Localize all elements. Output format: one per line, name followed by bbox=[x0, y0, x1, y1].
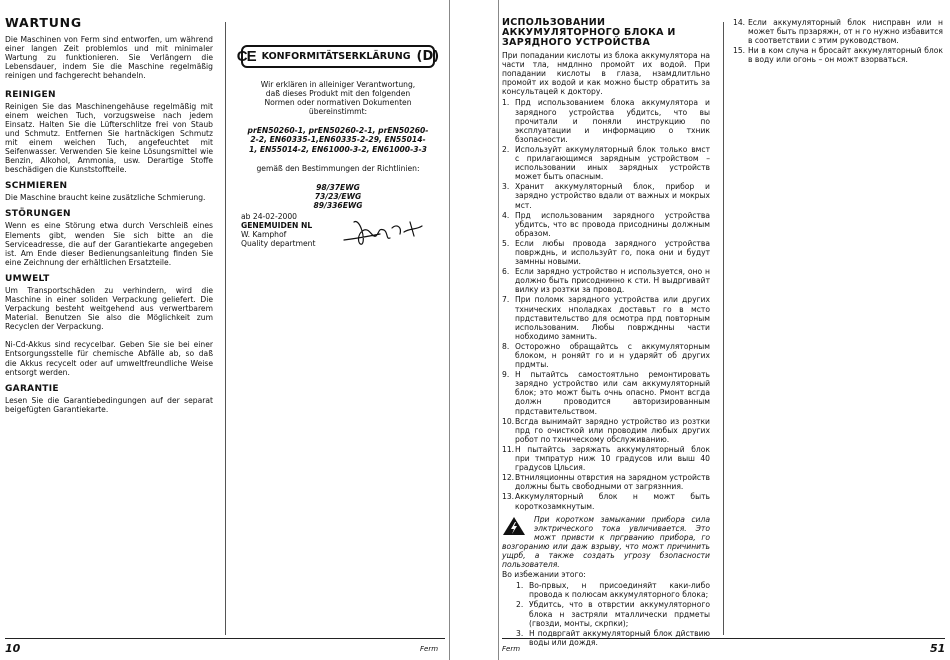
safety-title: ИСПОЛЬЗОВАНИИ АККУМУЛЯТОРНОГО БЛОКА И ЗАРЯДНОГО УСТРОЙСТВА bbox=[502, 17, 676, 48]
signature-image bbox=[340, 210, 435, 252]
footer-rule bbox=[5, 638, 445, 639]
section-text: Wenn es eine Störung etwa durch Verschleiß eines Elements gibt, wenden Sie sich bitte an die Serviceadresse, die auf der Garantiekarte angegeben ist. Am Ende dieser Bedienungsanleitung finden Sie eine Zeichnung der erhältlichen Ersatzteile. bbox=[5, 221, 213, 267]
declaration-box bbox=[236, 45, 440, 68]
signatory-block bbox=[241, 212, 341, 248]
page-number-left: 10 bbox=[5, 642, 21, 655]
signatory-department: Quality department bbox=[241, 239, 316, 249]
right-column-battery-safety bbox=[502, 18, 710, 648]
section-heading: UMWELT bbox=[5, 273, 50, 284]
list-item: 10. Всгда вынимайт зарядно устройство из розтки прд го очисткой или проводим любых других робот по тхническому обслуживанию. bbox=[502, 416, 710, 444]
warning-text: При коротком замыкании прибора сила элктрического тока увличивается. Это можт привсти к пргрванию прибора, го возгоранию или даж взрыву, что можт причинить ущрб, а также создать угрозу бзопасности пользователя. bbox=[502, 514, 710, 570]
safety-list bbox=[502, 98, 710, 510]
list-item: 4. Прд использованим зарядного устройства убдитсь, что вс провода присоднины должным образом. bbox=[502, 210, 710, 238]
ce-mark: CE bbox=[236, 48, 256, 65]
section-heading: SCHMIEREN bbox=[5, 181, 68, 192]
list-item: 3. Н подвргайт аккумуляторный блок дйствию воды или дождя. bbox=[516, 628, 710, 647]
directive-list bbox=[241, 183, 435, 210]
short-circuit-warning bbox=[502, 515, 710, 570]
section-heading: GARANTIE bbox=[5, 383, 59, 394]
section-text: Lesen Sie die Garantiebedingungen auf der separat beigefügten Garantiekarte. bbox=[5, 395, 213, 414]
page-gutter bbox=[498, 0, 499, 660]
page-number-right: 51 bbox=[930, 642, 946, 655]
list-item: 13. Аккумуляторный блок н можт быть короткозамкнутым. bbox=[502, 492, 710, 511]
left-column-maintenance bbox=[5, 15, 213, 414]
section-text: Die Maschine braucht keine zusätzliche Schmierung. bbox=[5, 193, 206, 203]
footer-brand-right: Ferm bbox=[502, 645, 521, 653]
declaration-statement: Wir erklären in alleiniger Verantwortung, daß dieses Produkt mit den folgenden Normen oder normativen Dokumenten übereinstimmt: bbox=[260, 80, 416, 117]
list-item: 14. Если аккумуляторный блок нисправн или н может быть прзаряжн, от н го нужно избавится в соответствии с этим руководством. bbox=[733, 18, 943, 46]
column-divider bbox=[723, 22, 724, 635]
declaration-norms: prEN50260-1, prEN50260-2-1, prEN50260-2-2, EN60335-1,EN60335-2-29, EN55014-1, EN55014-2, EN61000-3-2, EN61000-3-3 bbox=[247, 126, 429, 154]
right-column-continuation bbox=[733, 18, 943, 65]
maintenance-intro: Die Maschinen von Ferm sind entworfen, um während einer langen Zeit problemlos und mit minimaler Wartung zu funktionieren. Sie Verlängern die Lebensdauer, indem Sie die Maschine regelmäßig reinigen und fachgerecht behandeln. bbox=[5, 35, 213, 81]
list-item: 3. Хранит аккумуляторный блок, прибор и зарядно устройство вдали от важных и мокрых мст. bbox=[502, 182, 710, 210]
declaration-lang-code: (D) bbox=[416, 49, 440, 64]
column-divider bbox=[225, 22, 226, 635]
list-item: 12. Втниляционны отврстия на зарядном устройств должны быть свободными от загрязнния. bbox=[502, 473, 710, 492]
signatory-name: W. Kamphof bbox=[241, 230, 287, 240]
directives-intro: gemäß den Bestimmungen der Richtlinien: bbox=[256, 163, 420, 173]
list-item: 9. Н пытайтсь самостоятльно ремонтировать зарядно устройство или сам аккумуляторный блок; это можт быть очнь опасно. Рмонт всгда должн проводится авторизированным прдставительством. bbox=[502, 370, 710, 416]
page-gutter bbox=[449, 0, 450, 660]
directive: 73/23/EWG bbox=[314, 191, 362, 201]
list-item: 2. Убдитсь, что в отврстии аккумуляторного блока н застряли мталлически прдметы (гвозди, монты, скрпки); bbox=[516, 600, 710, 628]
section-text-extra: Ni-Cd-Akkus sind recycelbar. Geben Sie sie bei einer Entsorgungsstelle für chemische Abfälle ab, so daß die Akkus recycelt oder auf umweltfreundliche Weise entsorgt werden. bbox=[5, 340, 213, 377]
list-item: 6. Если зарядно устройство н используется, оно н должно быть присоднинно к сти. Н выдргивайт вилку из розтки за провод. bbox=[502, 267, 710, 295]
directive: 89/336EWG bbox=[313, 200, 363, 210]
declaration-date: ab 24-02-2000 bbox=[241, 212, 298, 221]
section-heading: STÖRUNGEN bbox=[5, 209, 71, 220]
section-heading: REINIGEN bbox=[5, 89, 56, 100]
list-item: 1. Прд использованием блока аккумулятора и зарядного устройства убдитсь, что вы прочитали и поняли инструкцию по эксплуатации и информацию о тхник бзопасности. bbox=[502, 98, 710, 144]
lightning-warning-icon bbox=[502, 516, 526, 536]
company-location: GENEMUIDEN NL bbox=[241, 221, 313, 231]
list-item: 2. Используйт аккумуляторный блок только вмст с прилагающимся зарядным устройством – использовании иных зарядных устройств может быть опасным. bbox=[502, 144, 710, 182]
list-item: 8. Осторожно обращайтсь с аккумуляторным блоком, н роняйт го и н ударяйт об других прдмты. bbox=[502, 341, 710, 370]
avoid-heading: Во избежании этого: bbox=[502, 570, 586, 580]
section-text: Um Transportschäden zu verhindern, wird die Maschine in einer soliden Verpackung geliefert. Die Verpackung besteht weitgehend aus verwertbarem Material. Benutzen Sie also die Möglichkeit zum Recyclen der Verpackung. bbox=[5, 285, 213, 332]
section-text: Reinigen Sie das Maschinengehäuse regelmäßig mit einem weichen Tuch, vorzugsweise nach jedem Einsatz. Halten Sie die Lüfterschlitze frei von Staub und Schmutz. Entfernen Sie hartnäckigen Schmutz mit einem weichen Tuch, angefeuchtet mit Seifenwasser. Verwenden Sie keine Lösungsmittel wie Benzin, Alkohol, Ammonia, usw. Derartige Stoffe beschädigen die Kunststoffteile. bbox=[5, 101, 213, 175]
declaration-title: KONFORMITÄTSERKLÄRUNG bbox=[261, 51, 411, 62]
list-item: 5. Если любы провода зарядного устройства повржднь, и используйт го, пока они и будут замнны новыми. bbox=[502, 238, 710, 267]
maintenance-title: WARTUNG bbox=[5, 15, 82, 30]
directive: 98/37EWG bbox=[316, 182, 360, 192]
list-item: 15. Ни в ком случа н бросайт аккумуляторный блок в воду или огонь – он можт взорваться. bbox=[733, 46, 943, 65]
declaration-body bbox=[241, 80, 435, 210]
list-item: 11. Н пытайтсь заряжать аккумуляторный блок при тмпратур ниж 10 градусов или выш 40 градусов Цльсия. bbox=[502, 444, 710, 473]
safety-list-continued bbox=[733, 18, 943, 64]
list-item: 7. При поломк зарядного устройства или других тхнических нполадках доставьт го в мсто прдставительство для осмотра прд повторным использованим. Любы повржднны части нобходимо замнить. bbox=[502, 295, 710, 341]
safety-intro: При попадании кислоты из блока аккумулятора на части тла, нмдлнно промойт их водой. При попадании кислоты в глаза, нзамдлитльно промойт их водой и как можно быстр обратить за консультацей к доктору. bbox=[502, 51, 710, 97]
footer-rule bbox=[502, 638, 945, 639]
footer-brand-left: Ferm bbox=[420, 645, 439, 653]
list-item: 1. Во-првых, н присоединяйт каки-либо провода к полюсам аккумуляторного блока; bbox=[516, 581, 710, 600]
